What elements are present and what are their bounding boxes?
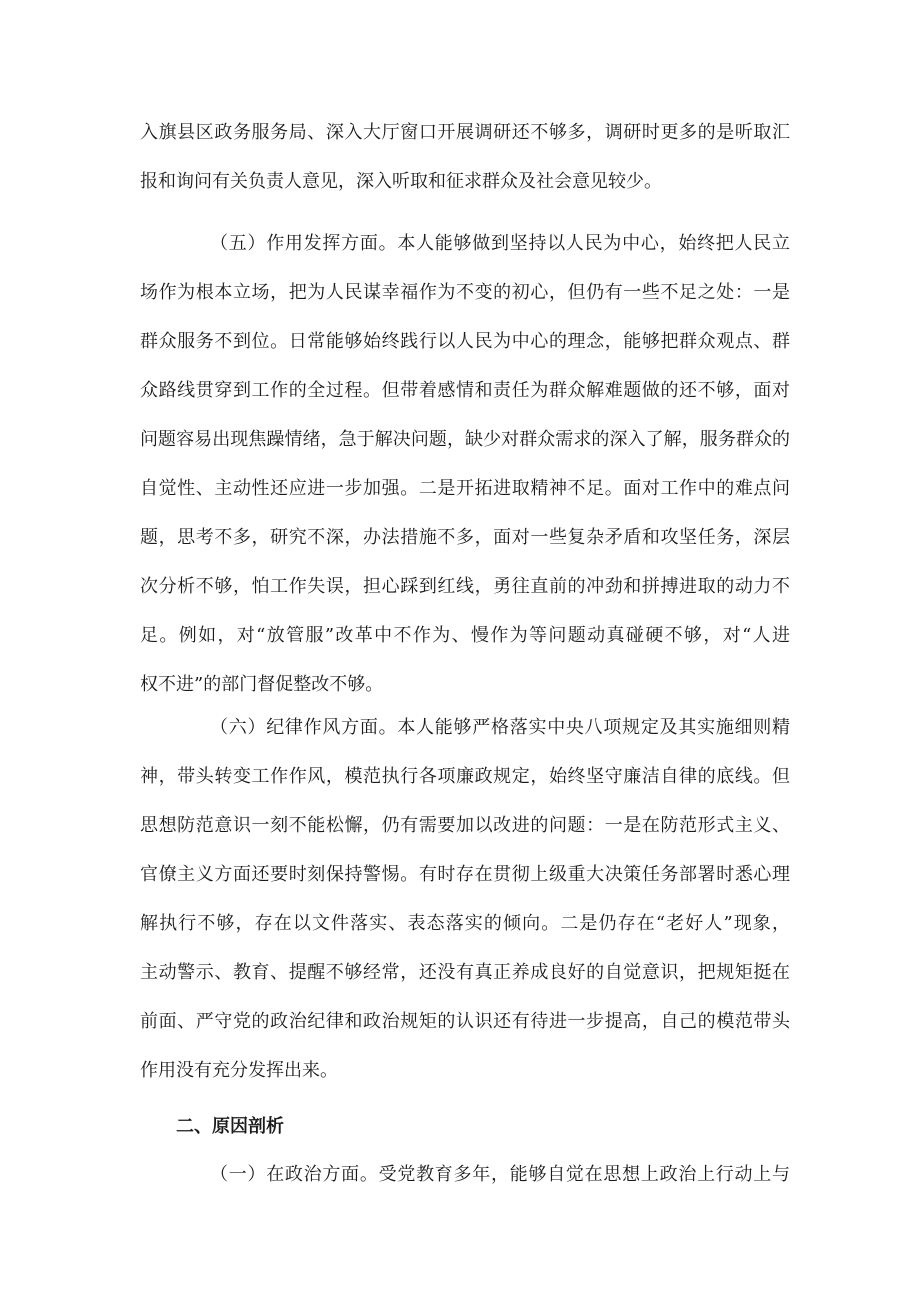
paragraph-line: 前面、严守党的政治纪律和政治规矩的认识还有待进一步提高，自己的模范带头 bbox=[140, 1011, 790, 1032]
paragraph-line: 题，思考不多，研究不深，办法措施不多，面对一些复杂矛盾和攻坚任务，深层 bbox=[140, 527, 790, 548]
paragraph-line: 权不进”的部门督促整改不够。 bbox=[140, 674, 384, 695]
paragraph-line: 足。例如，对“放管服”改革中不作为、慢作为等问题动真碰硬不够，对“人进 bbox=[140, 625, 790, 646]
paragraph-line: 场作为根本立场，把为人民谋幸福作为不变的初心，但仍有一些不足之处：一是 bbox=[140, 282, 790, 303]
paragraph-line: （一）在政治方面。受党教育多年，能够自觉在思想上政治上行动上与 bbox=[210, 1164, 790, 1185]
paragraph-line: （六）纪律作风方面。本人能够严格落实中央八项规定及其实施细则精 bbox=[210, 717, 790, 738]
paragraph-line: 作用没有充分发挥出来。 bbox=[140, 1060, 338, 1081]
paragraph-line: 问题容易出现焦躁情绪，急于解决问题，缺少对群众需求的深入了解，服务群众的 bbox=[140, 429, 790, 450]
paragraph-line: 次分析不够，怕工作失误，担心踩到红线，勇往直前的冲劲和拼搏进取的动力不 bbox=[140, 576, 790, 597]
paragraph-line: 众路线贯穿到工作的全过程。但带着感情和责任为群众解难题做的还不够，面对 bbox=[140, 380, 790, 401]
paragraph-line: 思想防范意识一刻不能松懈，仍有需要加以改进的问题：一是在防范形式主义、 bbox=[140, 815, 790, 836]
paragraph-line: 入旗县区政务服务局、深入大厅窗口开展调研还不够多，调研时更多的是听取汇 bbox=[140, 122, 790, 143]
paragraph-line: （五）作用发挥方面。本人能够做到坚持以人民为中心，始终把人民立 bbox=[210, 233, 790, 254]
paragraph-line: 群众服务不到位。日常能够始终践行以人民为中心的理念，能够把群众观点、群 bbox=[140, 331, 790, 352]
paragraph-line: 报和询问有关负责人意见，深入听取和征求群众及社会意见较少。 bbox=[140, 171, 662, 192]
paragraph-line: 官僚主义方面还要时刻保持警惕。有时存在贯彻上级重大决策任务部署时悉心理 bbox=[140, 864, 790, 885]
paragraph-line: 主动警示、教育、提醒不够经常，还没有真正养成良好的自觉意识，把规矩挺在 bbox=[140, 962, 790, 983]
section-heading: 二、原因剖析 bbox=[176, 1116, 284, 1137]
paragraph-line: 自觉性、主动性还应进一步加强。二是开拓进取精神不足。面对工作中的难点问 bbox=[140, 478, 790, 499]
paragraph-line: 神，带头转变工作作风，模范执行各项廉政规定，始终坚守廉洁自律的底线。但 bbox=[140, 766, 790, 787]
paragraph-line: 解执行不够，存在以文件落实、表态落实的倾向。二是仍存在“老好人”现象， bbox=[140, 913, 790, 934]
